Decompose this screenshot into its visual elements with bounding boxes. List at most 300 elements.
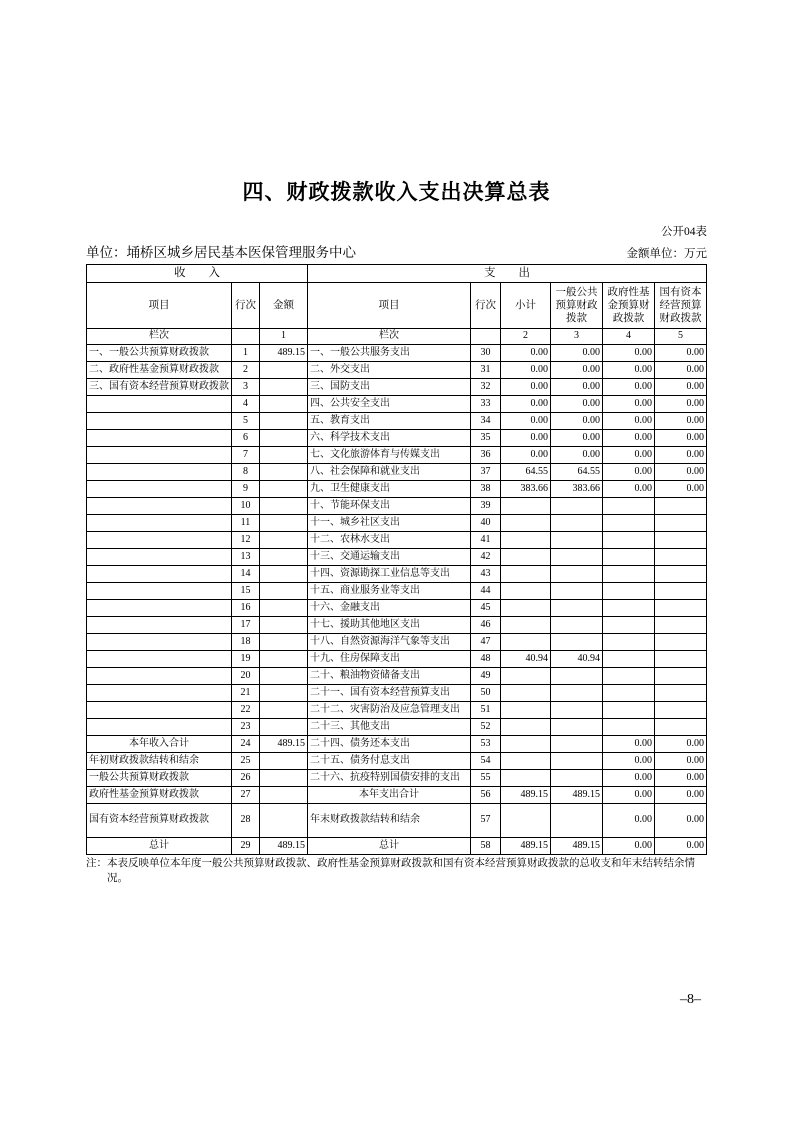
expense-gov-fund-cell: 0.00 xyxy=(603,430,655,447)
income-line-cell: 7 xyxy=(232,447,260,464)
expense-item-cell: 二十五、债务付息支出 xyxy=(308,753,471,770)
expense-state-capital-cell xyxy=(655,634,707,651)
expense-state-capital-cell: 0.00 xyxy=(655,464,707,481)
table-row xyxy=(87,532,707,549)
expense-subtotal-cell xyxy=(501,685,551,702)
expense-general-budget-cell xyxy=(551,600,603,617)
income-line-cell: 6 xyxy=(232,430,260,447)
expense-gov-fund-cell: 0.00 xyxy=(603,736,655,753)
table-row xyxy=(87,634,707,651)
income-item-cell: 本年收入合计 xyxy=(87,736,232,753)
income-line-cell: 11 xyxy=(232,515,260,532)
table-row xyxy=(87,498,707,515)
expense-item-cell: 二十一、国有资本经营预算支出 xyxy=(308,685,471,702)
col-header-expense-line: 行次 xyxy=(471,283,501,329)
expense-item-cell: 二十六、抗疫特别国债安排的支出 xyxy=(308,770,471,787)
table-row xyxy=(87,787,707,804)
table-row xyxy=(87,600,707,617)
income-line-cell: 4 xyxy=(232,396,260,413)
table-row xyxy=(87,702,707,719)
expense-general-budget-cell: 0.00 xyxy=(551,430,603,447)
expense-general-budget-cell: 0.00 xyxy=(551,396,603,413)
expense-general-budget-cell: 383.66 xyxy=(551,481,603,498)
expense-line-cell: 55 xyxy=(471,770,501,787)
income-line-cell: 20 xyxy=(232,668,260,685)
table-row xyxy=(87,583,707,600)
income-line-cell: 19 xyxy=(232,651,260,668)
expense-state-capital-cell: 0.00 xyxy=(655,481,707,498)
income-amount-cell xyxy=(260,770,308,787)
expense-subtotal-cell xyxy=(501,770,551,787)
expense-state-capital-cell xyxy=(655,583,707,600)
col-header-income-amount: 金额 xyxy=(260,283,308,329)
income-amount-cell xyxy=(260,583,308,600)
expense-line-cell: 31 xyxy=(471,362,501,379)
expense-general-budget-cell xyxy=(551,736,603,753)
expense-item-cell: 七、文化旅游体育与传媒支出 xyxy=(308,447,471,464)
expense-general-budget-cell: 40.94 xyxy=(551,651,603,668)
expense-general-budget-cell: 0.00 xyxy=(551,345,603,362)
empty-header-cell xyxy=(471,329,501,345)
expense-state-capital-cell xyxy=(655,651,707,668)
income-amount-cell xyxy=(260,617,308,634)
col-header-gov-fund: 政府性基金预算财政拨款 xyxy=(603,283,655,329)
expense-line-cell: 30 xyxy=(471,345,501,362)
expense-state-capital-cell xyxy=(655,719,707,736)
expense-state-capital-cell: 0.00 xyxy=(655,787,707,804)
expense-general-budget-cell xyxy=(551,804,603,838)
expense-subtotal-cell: 0.00 xyxy=(501,379,551,396)
expense-item-cell: 二十三、其他支出 xyxy=(308,719,471,736)
expense-general-budget-cell: 0.00 xyxy=(551,362,603,379)
expense-gov-fund-cell xyxy=(603,583,655,600)
expense-general-budget-cell xyxy=(551,498,603,515)
table-row xyxy=(87,430,707,447)
expense-line-cell: 53 xyxy=(471,736,501,753)
income-item-cell: 一般公共预算财政拨款 xyxy=(87,770,232,787)
col-header-general-budget: 一般公共预算财政拨款 xyxy=(551,283,603,329)
expense-gov-fund-cell xyxy=(603,685,655,702)
expense-state-capital-cell xyxy=(655,515,707,532)
expense-subtotal-cell xyxy=(501,668,551,685)
income-item-cell xyxy=(87,396,232,413)
expense-general-budget-cell xyxy=(551,668,603,685)
expense-item-cell: 十四、资源勘探工业信息等支出 xyxy=(308,566,471,583)
income-amount-cell xyxy=(260,396,308,413)
expense-item-cell: 十、节能环保支出 xyxy=(308,498,471,515)
column-number-row xyxy=(87,329,707,345)
expense-line-cell: 47 xyxy=(471,634,501,651)
table-row xyxy=(87,396,707,413)
expense-gov-fund-cell xyxy=(603,719,655,736)
expense-line-cell: 36 xyxy=(471,447,501,464)
expense-item-cell: 九、卫生健康支出 xyxy=(308,481,471,498)
income-line-cell: 29 xyxy=(232,838,260,855)
expense-general-budget-cell: 0.00 xyxy=(551,413,603,430)
table-row xyxy=(87,379,707,396)
table-row xyxy=(87,447,707,464)
income-line-cell: 12 xyxy=(232,532,260,549)
expense-item-cell: 二十、粮油物资储备支出 xyxy=(308,668,471,685)
expense-state-capital-cell xyxy=(655,532,707,549)
income-amount-cell xyxy=(260,668,308,685)
income-amount-cell xyxy=(260,430,308,447)
expense-line-cell: 57 xyxy=(471,804,501,838)
income-amount-cell xyxy=(260,719,308,736)
expense-line-cell: 56 xyxy=(471,787,501,804)
expense-state-capital-cell: 0.00 xyxy=(655,838,707,855)
income-amount-cell xyxy=(260,481,308,498)
expense-gov-fund-cell xyxy=(603,617,655,634)
expense-line-cell: 33 xyxy=(471,396,501,413)
table-row xyxy=(87,804,707,838)
expense-state-capital-cell: 0.00 xyxy=(655,430,707,447)
expense-item-cell: 十九、住房保障支出 xyxy=(308,651,471,668)
table-body xyxy=(87,345,707,855)
income-line-cell: 18 xyxy=(232,634,260,651)
budget-summary-table xyxy=(86,264,707,855)
income-line-cell: 5 xyxy=(232,413,260,430)
income-item-cell xyxy=(87,515,232,532)
income-item-cell: 二、政府性基金预算财政拨款 xyxy=(87,362,232,379)
income-line-cell: 1 xyxy=(232,345,260,362)
expense-gov-fund-cell xyxy=(603,668,655,685)
expense-item-cell: 十五、商业服务业等支出 xyxy=(308,583,471,600)
expense-general-budget-cell xyxy=(551,532,603,549)
expense-subtotal-cell xyxy=(501,583,551,600)
expense-gov-fund-cell: 0.00 xyxy=(603,770,655,787)
expense-state-capital-cell: 0.00 xyxy=(655,447,707,464)
expense-gov-fund-cell: 0.00 xyxy=(603,753,655,770)
expense-line-cell: 44 xyxy=(471,583,501,600)
expense-subtotal-cell: 383.66 xyxy=(501,481,551,498)
expense-state-capital-cell xyxy=(655,702,707,719)
expense-line-cell: 42 xyxy=(471,549,501,566)
lanci-expense-label: 栏次 xyxy=(308,329,471,345)
income-line-cell: 9 xyxy=(232,481,260,498)
table-row xyxy=(87,566,707,583)
expense-gov-fund-cell: 0.00 xyxy=(603,804,655,838)
col-header-expense-item: 项目 xyxy=(308,283,471,329)
col-number-5: 5 xyxy=(655,329,707,345)
income-item-cell xyxy=(87,634,232,651)
col-number-3: 3 xyxy=(551,329,603,345)
income-amount-cell xyxy=(260,787,308,804)
expense-line-cell: 32 xyxy=(471,379,501,396)
income-item-cell xyxy=(87,719,232,736)
expense-general-budget-cell: 0.00 xyxy=(551,379,603,396)
expense-line-cell: 50 xyxy=(471,685,501,702)
income-amount-cell xyxy=(260,464,308,481)
expense-subtotal-cell: 64.55 xyxy=(501,464,551,481)
section-header-row xyxy=(87,265,707,283)
expense-gov-fund-cell: 0.00 xyxy=(603,464,655,481)
income-amount-cell xyxy=(260,447,308,464)
col-header-income-line: 行次 xyxy=(232,283,260,329)
income-item-cell xyxy=(87,413,232,430)
income-amount-cell xyxy=(260,566,308,583)
expense-item-cell: 十八、自然资源海洋气象等支出 xyxy=(308,634,471,651)
income-amount-cell xyxy=(260,600,308,617)
expense-general-budget-cell xyxy=(551,583,603,600)
income-line-cell: 28 xyxy=(232,804,260,838)
expenditure-section-header: 支 出 xyxy=(308,265,707,283)
income-line-cell: 13 xyxy=(232,549,260,566)
expense-line-cell: 38 xyxy=(471,481,501,498)
table-row xyxy=(87,481,707,498)
table-row xyxy=(87,617,707,634)
income-item-cell xyxy=(87,702,232,719)
income-amount-cell xyxy=(260,532,308,549)
table-row xyxy=(87,685,707,702)
expense-general-budget-cell xyxy=(551,515,603,532)
income-line-cell: 21 xyxy=(232,685,260,702)
income-item-cell xyxy=(87,685,232,702)
expense-general-budget-cell xyxy=(551,719,603,736)
income-line-cell: 3 xyxy=(232,379,260,396)
expense-gov-fund-cell xyxy=(603,651,655,668)
table-row xyxy=(87,719,707,736)
expense-subtotal-cell: 0.00 xyxy=(501,362,551,379)
income-amount-cell xyxy=(260,379,308,396)
expense-line-cell: 41 xyxy=(471,532,501,549)
col-header-income-item: 项目 xyxy=(87,283,232,329)
expense-state-capital-cell: 0.00 xyxy=(655,770,707,787)
expense-state-capital-cell: 0.00 xyxy=(655,753,707,770)
expense-subtotal-cell xyxy=(501,736,551,753)
expense-item-cell: 十七、援助其他地区支出 xyxy=(308,617,471,634)
expense-gov-fund-cell: 0.00 xyxy=(603,413,655,430)
table-row xyxy=(87,345,707,362)
income-item-cell xyxy=(87,549,232,566)
expense-state-capital-cell: 0.00 xyxy=(655,736,707,753)
income-item-cell: 政府性基金预算财政拨款 xyxy=(87,787,232,804)
expense-state-capital-cell: 0.00 xyxy=(655,396,707,413)
expense-gov-fund-cell: 0.00 xyxy=(603,396,655,413)
expense-subtotal-cell xyxy=(501,532,551,549)
table-row xyxy=(87,464,707,481)
expense-state-capital-cell xyxy=(655,617,707,634)
expense-line-cell: 52 xyxy=(471,719,501,736)
table-row xyxy=(87,753,707,770)
income-line-cell: 14 xyxy=(232,566,260,583)
expense-gov-fund-cell xyxy=(603,634,655,651)
income-line-cell: 25 xyxy=(232,753,260,770)
expense-subtotal-cell xyxy=(501,617,551,634)
income-amount-cell: 489.15 xyxy=(260,838,308,855)
income-item-cell xyxy=(87,651,232,668)
expense-subtotal-cell xyxy=(501,702,551,719)
income-amount-cell: 489.15 xyxy=(260,736,308,753)
expense-state-capital-cell: 0.00 xyxy=(655,345,707,362)
expense-subtotal-cell: 0.00 xyxy=(501,413,551,430)
expense-state-capital-cell: 0.00 xyxy=(655,362,707,379)
expense-subtotal-cell xyxy=(501,804,551,838)
expense-line-cell: 39 xyxy=(471,498,501,515)
expense-gov-fund-cell: 0.00 xyxy=(603,345,655,362)
income-item-cell xyxy=(87,617,232,634)
expense-item-cell: 二十四、债务还本支出 xyxy=(308,736,471,753)
income-amount-cell xyxy=(260,515,308,532)
expense-item-cell: 六、科学技术支出 xyxy=(308,430,471,447)
page-title: 四、财政拨款收入支出决算总表 xyxy=(242,180,551,204)
expense-gov-fund-cell xyxy=(603,498,655,515)
expense-general-budget-cell: 489.15 xyxy=(551,838,603,855)
income-line-cell: 26 xyxy=(232,770,260,787)
expense-item-cell: 二、外交支出 xyxy=(308,362,471,379)
expense-gov-fund-cell: 0.00 xyxy=(603,787,655,804)
income-item-cell: 年初财政拨款结转和结余 xyxy=(87,753,232,770)
expense-general-budget-cell: 64.55 xyxy=(551,464,603,481)
expense-line-cell: 51 xyxy=(471,702,501,719)
expense-item-cell: 五、教育支出 xyxy=(308,413,471,430)
expense-item-cell: 一、一般公共服务支出 xyxy=(308,345,471,362)
table-row xyxy=(87,838,707,855)
meta-row xyxy=(86,241,707,261)
expense-line-cell: 49 xyxy=(471,668,501,685)
table-row xyxy=(87,736,707,753)
expense-item-cell: 十三、交通运输支出 xyxy=(308,549,471,566)
expense-gov-fund-cell xyxy=(603,702,655,719)
income-item-cell: 三、国有资本经营预算财政拨款 xyxy=(87,379,232,396)
income-item-cell xyxy=(87,600,232,617)
expense-subtotal-cell xyxy=(501,566,551,583)
expense-item-cell: 年末财政拨款结转和结余 xyxy=(308,804,471,838)
expense-gov-fund-cell: 0.00 xyxy=(603,379,655,396)
table-row xyxy=(87,515,707,532)
expense-subtotal-cell xyxy=(501,549,551,566)
expense-state-capital-cell xyxy=(655,685,707,702)
expense-line-cell: 34 xyxy=(471,413,501,430)
expense-state-capital-cell xyxy=(655,566,707,583)
income-line-cell: 15 xyxy=(232,583,260,600)
income-item-cell xyxy=(87,464,232,481)
table-row xyxy=(87,668,707,685)
lanci-income-label: 栏次 xyxy=(87,329,232,345)
col-header-state-capital: 国有资本经营预算财政拨款 xyxy=(655,283,707,329)
income-item-cell: 国有资本经营预算财政拨款 xyxy=(87,804,232,838)
expense-item-cell: 本年支出合计 xyxy=(308,787,471,804)
income-item-cell xyxy=(87,447,232,464)
income-amount-cell xyxy=(260,413,308,430)
table-note: 注：本表反映单位本年度一般公共预算财政拨款、政府性基金预算财政拨款和国有资本经营预算财政拨款的总收支和年末结转结余情况。 xyxy=(86,858,695,884)
expense-item-cell: 三、国防支出 xyxy=(308,379,471,396)
page-content xyxy=(86,0,707,886)
expense-item-cell: 二十二、灾害防治及应急管理支出 xyxy=(308,702,471,719)
expense-subtotal-cell: 0.00 xyxy=(501,396,551,413)
col-number-2: 2 xyxy=(501,329,551,345)
col-header-subtotal: 小计 xyxy=(501,283,551,329)
income-amount-cell xyxy=(260,498,308,515)
expense-general-budget-cell xyxy=(551,566,603,583)
expense-general-budget-cell: 489.15 xyxy=(551,787,603,804)
income-line-cell: 10 xyxy=(232,498,260,515)
expense-gov-fund-cell xyxy=(603,532,655,549)
expense-subtotal-cell: 0.00 xyxy=(501,447,551,464)
col-number-1: 1 xyxy=(260,329,308,345)
income-item-cell xyxy=(87,668,232,685)
income-item-cell xyxy=(87,583,232,600)
income-line-cell: 17 xyxy=(232,617,260,634)
income-amount-cell xyxy=(260,702,308,719)
expense-state-capital-cell xyxy=(655,668,707,685)
income-amount-cell xyxy=(260,634,308,651)
table-code-label: 公开04表 xyxy=(661,226,707,238)
expense-line-cell: 40 xyxy=(471,515,501,532)
page-number: –8– xyxy=(680,992,701,1007)
income-line-cell: 23 xyxy=(232,719,260,736)
expense-item-cell: 十一、城乡社区支出 xyxy=(308,515,471,532)
income-item-cell xyxy=(87,532,232,549)
income-amount-cell xyxy=(260,753,308,770)
expense-gov-fund-cell xyxy=(603,566,655,583)
expense-general-budget-cell xyxy=(551,634,603,651)
unit-label: 单位：埇桥区城乡居民基本医保管理服务中心 xyxy=(86,245,356,260)
expense-general-budget-cell xyxy=(551,702,603,719)
expense-line-cell: 37 xyxy=(471,464,501,481)
expense-subtotal-cell: 0.00 xyxy=(501,430,551,447)
expense-general-budget-cell: 0.00 xyxy=(551,447,603,464)
expense-general-budget-cell xyxy=(551,753,603,770)
amount-unit-label: 金额单位：万元 xyxy=(626,248,707,260)
table-row xyxy=(87,413,707,430)
expense-gov-fund-cell xyxy=(603,600,655,617)
empty-header-cell xyxy=(232,329,260,345)
expense-state-capital-cell xyxy=(655,549,707,566)
income-line-cell: 8 xyxy=(232,464,260,481)
expense-item-cell: 十二、农林水支出 xyxy=(308,532,471,549)
income-line-cell: 27 xyxy=(232,787,260,804)
table-row xyxy=(87,549,707,566)
expense-line-cell: 48 xyxy=(471,651,501,668)
expense-item-cell: 四、公共安全支出 xyxy=(308,396,471,413)
income-amount-cell xyxy=(260,549,308,566)
expense-gov-fund-cell: 0.00 xyxy=(603,481,655,498)
expense-subtotal-cell xyxy=(501,498,551,515)
expense-state-capital-cell: 0.00 xyxy=(655,413,707,430)
expense-general-budget-cell xyxy=(551,685,603,702)
column-header-row xyxy=(87,283,707,329)
income-section-header: 收 入 xyxy=(87,265,308,283)
income-item-cell xyxy=(87,498,232,515)
income-item-cell: 总计 xyxy=(87,838,232,855)
expense-state-capital-cell xyxy=(655,498,707,515)
col-number-4: 4 xyxy=(603,329,655,345)
expense-gov-fund-cell: 0.00 xyxy=(603,838,655,855)
income-amount-cell xyxy=(260,651,308,668)
expense-general-budget-cell xyxy=(551,770,603,787)
income-line-cell: 16 xyxy=(232,600,260,617)
table-row xyxy=(87,362,707,379)
expense-state-capital-cell xyxy=(655,600,707,617)
expense-subtotal-cell xyxy=(501,600,551,617)
income-item-cell xyxy=(87,481,232,498)
income-line-cell: 22 xyxy=(232,702,260,719)
expense-item-cell: 十六、金融支出 xyxy=(308,600,471,617)
expense-line-cell: 45 xyxy=(471,600,501,617)
expense-line-cell: 54 xyxy=(471,753,501,770)
expense-subtotal-cell: 40.94 xyxy=(501,651,551,668)
expense-item-cell: 总计 xyxy=(308,838,471,855)
income-amount-cell: 489.15 xyxy=(260,345,308,362)
expense-subtotal-cell: 0.00 xyxy=(501,345,551,362)
expense-subtotal-cell xyxy=(501,634,551,651)
expense-gov-fund-cell: 0.00 xyxy=(603,362,655,379)
income-line-cell: 24 xyxy=(232,736,260,753)
expense-subtotal-cell xyxy=(501,719,551,736)
expense-general-budget-cell xyxy=(551,617,603,634)
expense-line-cell: 35 xyxy=(471,430,501,447)
